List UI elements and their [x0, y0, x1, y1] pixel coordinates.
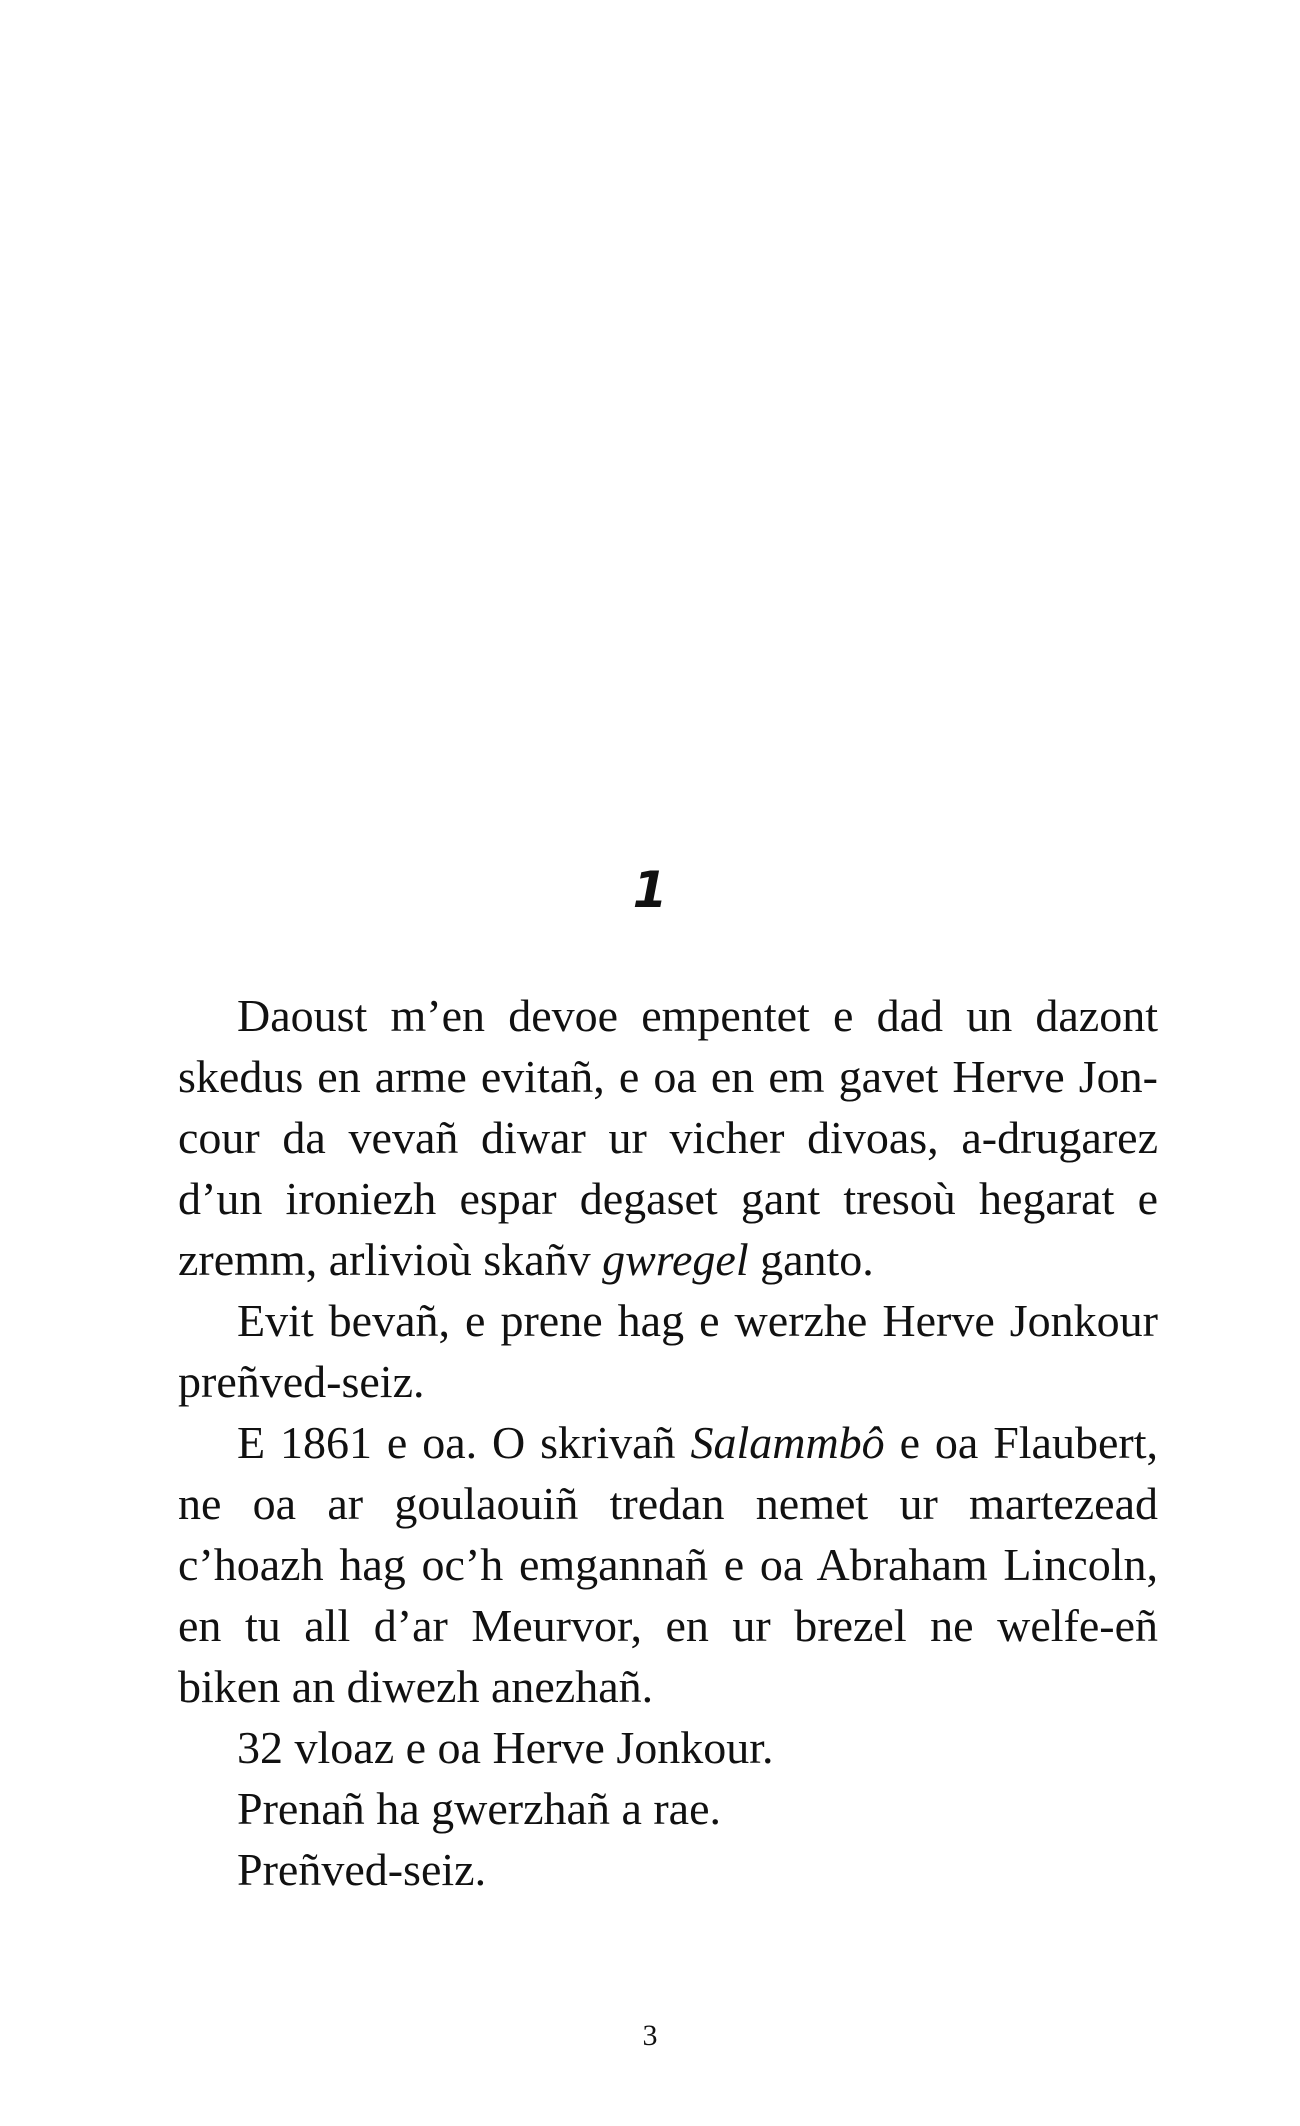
- chapter-text: [178, 985, 1158, 1900]
- text-line: [178, 1229, 1158, 1290]
- text-line-content: 32 vloaz e oa Herve Jonkour.: [237, 1722, 774, 1773]
- page-number: 3: [642, 2019, 658, 2052]
- text-line-content: Prenañ ha gwerzhañ a rae.: [237, 1783, 722, 1834]
- text-line: [178, 1717, 1158, 1778]
- text-line-content: Daoust m’en devoe empentet e dad un dazont: [237, 990, 1158, 1041]
- text-line-content: Preñved-seiz.: [237, 1844, 487, 1895]
- text-line: [178, 1839, 1158, 1900]
- text-line: [178, 1778, 1158, 1839]
- text-run: e oa Flaubert,: [884, 1417, 1158, 1468]
- text-run: E 1861 e oa. O skrivañ: [237, 1417, 691, 1468]
- text-line: preñved-seiz.: [178, 1356, 425, 1407]
- text-line: ne oa ar goulaouiñ tredan nemet ur martezead: [178, 1478, 1158, 1529]
- text-line: [178, 985, 1158, 1046]
- text-run: zremm, arlivioù skañv: [178, 1234, 603, 1285]
- text-line: en tu all d’ar Meurvor, en ur brezel ne welfe-eñ: [178, 1600, 1158, 1651]
- paragraph-5: [178, 1778, 1158, 1839]
- chapter-number: 1: [632, 861, 668, 919]
- italic-word: gwregel: [602, 1234, 749, 1285]
- text-line: biken an diwezh anezhañ.: [178, 1661, 654, 1712]
- italic-title: Salammbô: [690, 1417, 885, 1468]
- text-line: skedus en arme evitañ, e oa en em gavet Herve Jon-: [178, 1051, 1158, 1102]
- text-line: c’hoazh hag oc’h emgannañ e oa Abraham Lincoln,: [178, 1539, 1158, 1590]
- text-line-content: Evit bevañ, e prene hag e werzhe Herve Jonkour: [237, 1295, 1158, 1346]
- text-line: [178, 1412, 1158, 1473]
- text-line: d’un ironiezh espar degaset gant tresoù hegarat e: [178, 1173, 1158, 1224]
- text-line: [178, 1290, 1158, 1351]
- paragraph-2: [178, 1290, 1158, 1412]
- paragraph-6: [178, 1839, 1158, 1900]
- paragraph-1: [178, 985, 1158, 1290]
- paragraph-3: [178, 1412, 1158, 1717]
- text-run: ganto.: [748, 1234, 874, 1285]
- paragraph-4: [178, 1717, 1158, 1778]
- text-line: cour da vevañ diwar ur vicher divoas, a-drugarez: [178, 1112, 1158, 1163]
